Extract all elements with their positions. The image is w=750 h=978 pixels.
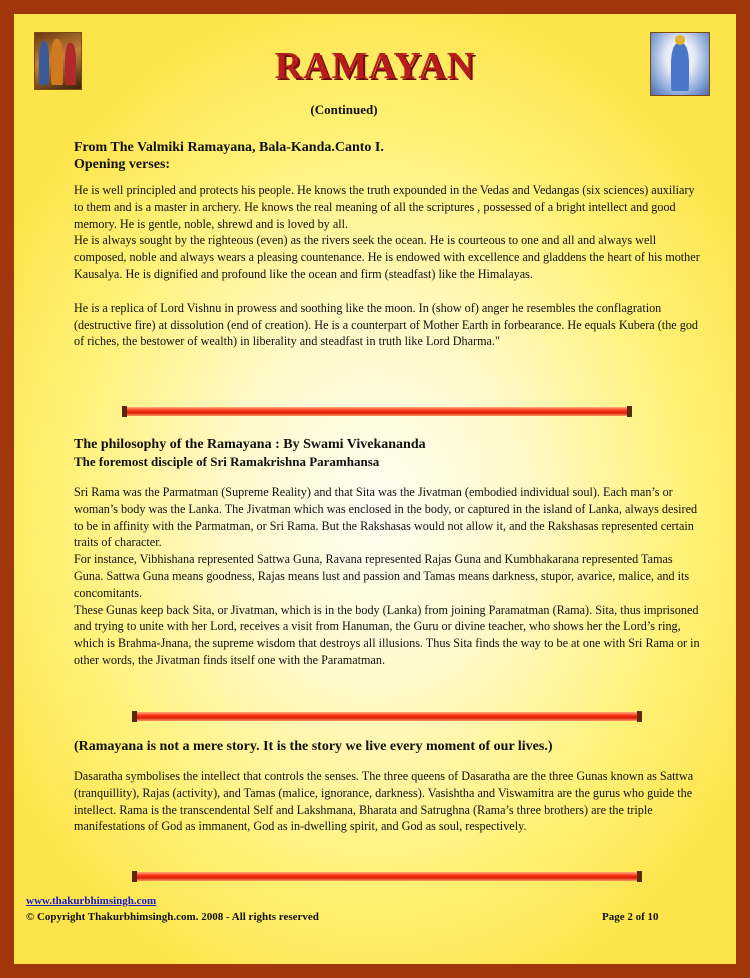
continued-label: (Continued) (310, 102, 378, 117)
vivekananda-paragraph-1: Sri Rama was the Parmatman (Supreme Reality) and that Sita was the Jivatman (embodied individual soul). Each man’s or woman’s body was the Lanka. The Jivatman which was enclosed in the body, or captured in the island of Lanka, always desired to be in affinity with the Parmatman, or Sri Rama. But the Rakshasas would not allow it, and the Rakshasas represented certain traits of character. (74, 485, 698, 550)
divider-3 (132, 872, 642, 881)
vivekananda-paragraph-2: For instance, Vibhishana represented Sattwa Guna, Ravana represented Rajas Guna and Kumbhakarana represented Tamas Guna. Sattwa Guna means goodness, Rajas means lust and passion and Tamas means darkness, stupor, avarice, malice, and its concomitants. (74, 552, 690, 600)
page (14, 14, 736, 964)
valmiki-paragraph-3: He is a replica of Lord Vishnu in prowess and soothing like the moon. In (show of) anger he resembles the conflagration (destructive fire) at dissolution (end of creation). He is a counterpart of Mother Earth in forbearance. He equals Kubera (the god of riches, the bestower of wealth) in liberality and steadfast in truth like Lord Dharma." (74, 300, 699, 349)
lord-rama-image (650, 32, 710, 96)
valmiki-paragraph-2: He is always sought by the righteous (even) as the rivers seek the ocean. He is courteous to one and all and always well composed, noble and always wears a pleasing countenance. He is endowed with excellence and gladdens the heart of his mother Kausalya. He is dignified and profound like the ocean and firm (steadfast) like the Himalayas. (74, 233, 700, 281)
valmiki-section (74, 139, 704, 350)
valmiki-heading: From The Valmiki Ramayana, Bala-Kanda.Canto I. (74, 140, 384, 155)
vivekananda-heading: The philosophy of the Ramayana : By Swami Vivekananda (74, 437, 426, 452)
copyright-text: © Copyright Thakurbhimsingh.com. 2008 - All rights reserved (26, 911, 319, 923)
page-title: RAMAYAN (274, 45, 476, 87)
story-paragraph: Dasaratha symbolises the intellect that controls the senses. The three queens of Dasaratha are the three Gunas known as Sattwa (tranquillity), Rajas (activity), and Tamas (malice, ignorance, darkness). Vasishtha and Viswamitra are the gurus who guide the intellect. Rama is the transcendental Self and Lakshmana, Bharata and Satrughna (Rama’s three brothers) are the triple manifestations of God as immanent, God as in-dwelling spirit, and God as soul, respectively. (74, 769, 694, 834)
story-section (74, 738, 704, 835)
website-link[interactable]: www.thakurbhimsingh.com (26, 895, 157, 907)
valmiki-paragraph-1: He is well principled and protects his people. He knows the truth expounded in the Vedas and Vedangas (six sciences) auxiliary to them and is a master in archery. He knows the real meaning of all the scriptures , possessed of a bright intellect and good memory. He is gentle, noble, shrewd and is loved by all. (74, 183, 695, 231)
vivekananda-section (74, 436, 704, 669)
divider-2 (132, 712, 642, 721)
page-number: Page 2 of 10 (602, 911, 659, 923)
opening-verses-heading: Opening verses: (74, 157, 171, 172)
story-heading: (Ramayana is not a mere story. It is the story we live every moment of our lives.) (74, 739, 553, 754)
divider-1 (122, 407, 632, 416)
vivekananda-paragraph-3: These Gunas keep back Sita, or Jivatman, which is in the body (Lanka) from joining Paramatman (Rama). Sita, thus imprisoned and trying to unite with her Lord, receives a visit from Hanuman, the Guru or divine teacher, who shows her the Lord’s ring, which is Brahma-Jnana, the supreme wisdom that destroys all illusions. Thus Sita finds the way to be at one with Sri Rama or in other words, the Jivatman finds itself one with the Paramatman. (74, 602, 700, 667)
vivekananda-subheading: The foremost disciple of Sri Ramakrishna Paramhansa (74, 454, 380, 469)
